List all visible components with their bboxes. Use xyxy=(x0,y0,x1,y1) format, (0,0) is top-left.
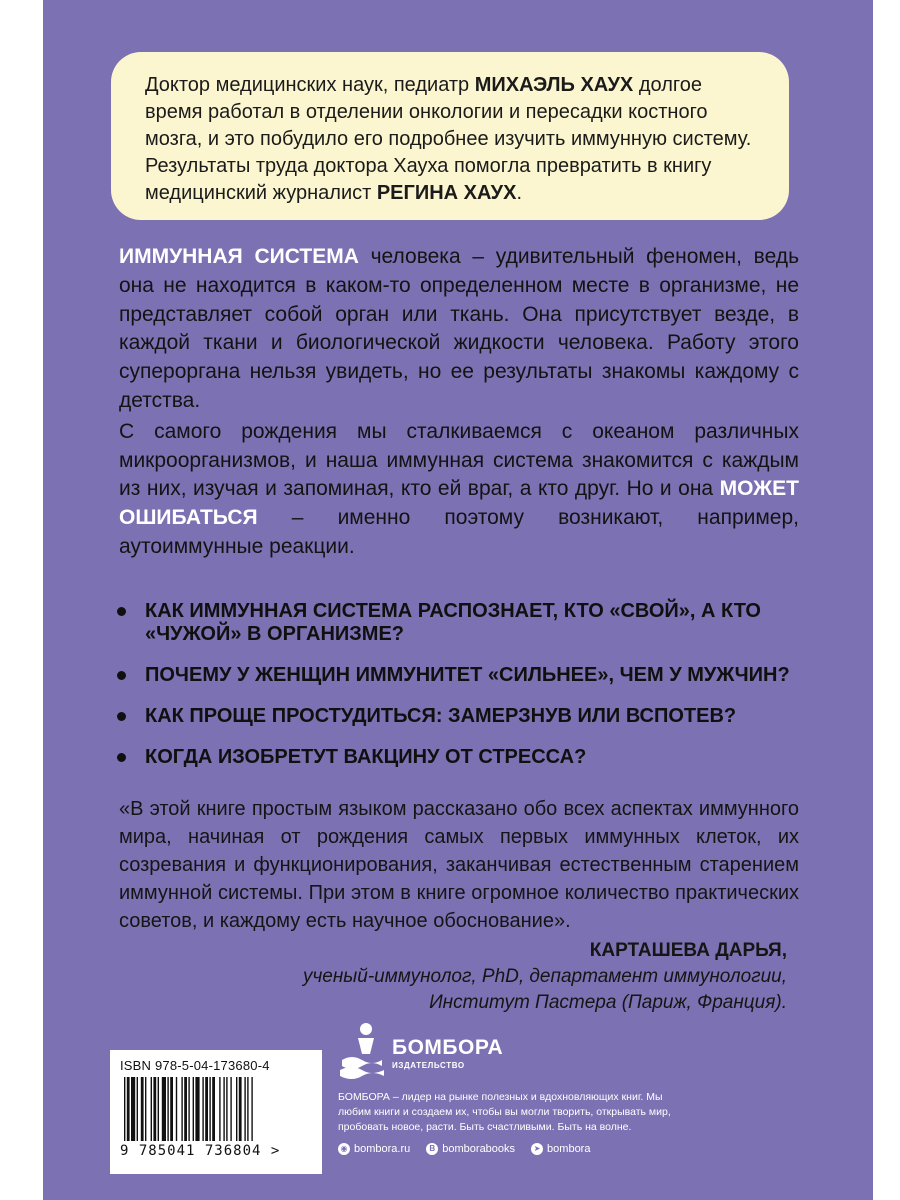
reviewer-role-line-1: ученый-иммунолог, PhD, департамент иммунологии, xyxy=(302,966,787,987)
barcode-bar xyxy=(193,1077,194,1141)
barcode-bar xyxy=(167,1077,168,1141)
isbn-barcode xyxy=(110,1050,322,1174)
barcode-bar xyxy=(137,1077,138,1141)
author-name-2: РЕГИНА ХАУХ xyxy=(376,182,517,204)
barcode-bar xyxy=(151,1077,152,1141)
barcode-bar xyxy=(226,1077,227,1141)
question-item: ПОЧЕМУ У ЖЕНЩИН ИММУНИТЕТ «СИЛЬНЕЕ», ЧЕМ У МУЖЧИН? xyxy=(115,664,815,687)
social-links xyxy=(338,1143,738,1155)
barcode-bar xyxy=(239,1077,242,1141)
bombora-logo-icon xyxy=(338,1020,386,1084)
question-item: КАК ПРОЩЕ ПРОСТУДИТЬСЯ: ЗАМЕРЗНУВ ИЛИ ВСПОТЕВ? xyxy=(115,705,815,728)
description xyxy=(119,243,799,562)
barcode-bar xyxy=(184,1077,187,1141)
barcode-bar xyxy=(188,1077,189,1141)
barcode-bar xyxy=(219,1077,220,1141)
author-name-1: МИХАЭЛЬ ХАУХ xyxy=(474,74,634,96)
barcode-bar xyxy=(141,1077,144,1141)
paragraph-2-text-b: – именно поэтому возникают, например, аутоиммунные реакции. xyxy=(119,506,799,558)
review-quote: «В этой книге простым языком рассказано обо всех аспектах иммунного мира, начиная от рождения самых первых иммунных клеток, их созревания и функционирования, заканчивая естественным старением иммунной системы. При этом в книге огромное количество практических советов, и каждому есть научное обоснование». xyxy=(119,798,799,932)
reviewer-name: КАРТАШЕВА ДАРЬЯ, xyxy=(589,940,787,961)
barcode-bar xyxy=(195,1077,199,1141)
highlight-can-err: МОЖЕТ ОШИБАТЬСЯ xyxy=(119,477,799,530)
barcode-bar xyxy=(244,1077,245,1141)
publisher-block xyxy=(338,1020,738,1155)
barcode-bar xyxy=(212,1077,215,1141)
publisher-description: БОМБОРА – лидер на рынке полезных и вдохновляющих книг. Мы любим книги и создаем их, чтобы вы могли творить, открывать мир, пробовать новое, расти. Быть счастливыми. Быть на волне. xyxy=(338,1091,671,1133)
publisher-name: БОМБОРА xyxy=(392,1036,504,1059)
reviewer-role-line-2: Институт Пастера (Париж, Франция). xyxy=(429,992,787,1013)
bio-text-1: Доктор медицинских наук, педиатр xyxy=(145,74,475,96)
barcode-bar xyxy=(145,1077,146,1141)
paragraph-2-text-a: С самого рождения мы сталкиваемся с океаном различных микроорганизмов, и наша иммунная система знакомится с каждым из них, изучая и запоминая, кто ей враг, а кто друг. Но и она xyxy=(119,419,799,501)
barcode-bars xyxy=(120,1077,312,1141)
barcode-bar xyxy=(247,1077,248,1141)
telegram-icon: ➤ xyxy=(531,1143,543,1155)
barcode-bar xyxy=(153,1077,156,1141)
bio-text-2: долгое время работал в отделении онкологии и пересадки костного мозга, и это побудило его подробнее изучить иммунную систему. Результаты труда доктора Хауха помогла превратить в книгу медицинский журналист xyxy=(145,74,752,204)
vk-icon: В xyxy=(426,1143,438,1155)
barcode-digits: 9 785041 736804 > xyxy=(120,1143,281,1159)
question-item: КОГДА ИЗОБРЕТУТ ВАКЦИНУ ОТ СТРЕССА? xyxy=(115,746,815,769)
barcode-bar xyxy=(124,1077,125,1141)
highlight-immune-system: ИММУННАЯ СИСТЕМА xyxy=(119,245,359,268)
question-item: КАК ИММУННАЯ СИСТЕМА РАСПОЗНАЕТ, КТО «СВОЙ», А КТО «ЧУЖОЙ» В ОРГАНИЗМЕ? xyxy=(115,600,815,646)
barcode-bar xyxy=(202,1077,203,1141)
barcode-bar xyxy=(236,1077,237,1141)
barcode-bar xyxy=(131,1077,135,1141)
isbn-number: ISBN 978-5-04-173680-4 xyxy=(120,1058,270,1073)
paragraph-1-text: человека – удивительный феномен, ведь она не находится в каком-то определенном месте в организме, не представляет собой орган или ткань. Она присутствует везде, в каждой ткани и биологической жидкости человека. Работу этого суперорганa нельзя увидеть, но ее результаты знакомы каждому с детства. xyxy=(119,245,800,412)
bio-text-3: . xyxy=(516,182,523,204)
social-label: bombora xyxy=(547,1143,591,1155)
review-attribution xyxy=(187,938,787,1016)
barcode-bar xyxy=(230,1077,231,1141)
social-link-telegram[interactable] xyxy=(531,1143,590,1155)
barcode-bar xyxy=(176,1077,177,1141)
publisher-subtitle: ИЗДАТЕЛЬСТВО xyxy=(392,1061,465,1070)
description-paragraph-1 xyxy=(119,243,799,416)
barcode-bar xyxy=(162,1077,166,1141)
barcode-bar xyxy=(223,1077,224,1141)
description-paragraph-2 xyxy=(119,418,799,562)
barcode-bar xyxy=(205,1077,208,1141)
barcode-bar xyxy=(181,1077,182,1141)
barcode-bar xyxy=(170,1077,173,1141)
author-bio-box xyxy=(111,52,789,220)
social-link-website[interactable] xyxy=(338,1143,410,1155)
book-back-cover xyxy=(43,0,873,1200)
social-label: bomborabooks xyxy=(442,1143,516,1155)
barcode-bar xyxy=(209,1077,210,1141)
barcode-bar xyxy=(251,1077,252,1141)
social-link-vk[interactable] xyxy=(426,1143,515,1155)
barcode-bar xyxy=(127,1077,130,1141)
barcode-bar xyxy=(158,1077,159,1141)
question-list xyxy=(115,600,815,787)
social-label: bombora.ru xyxy=(354,1143,411,1155)
globe-icon: ◉ xyxy=(338,1143,350,1155)
publisher-logo xyxy=(338,1020,738,1084)
